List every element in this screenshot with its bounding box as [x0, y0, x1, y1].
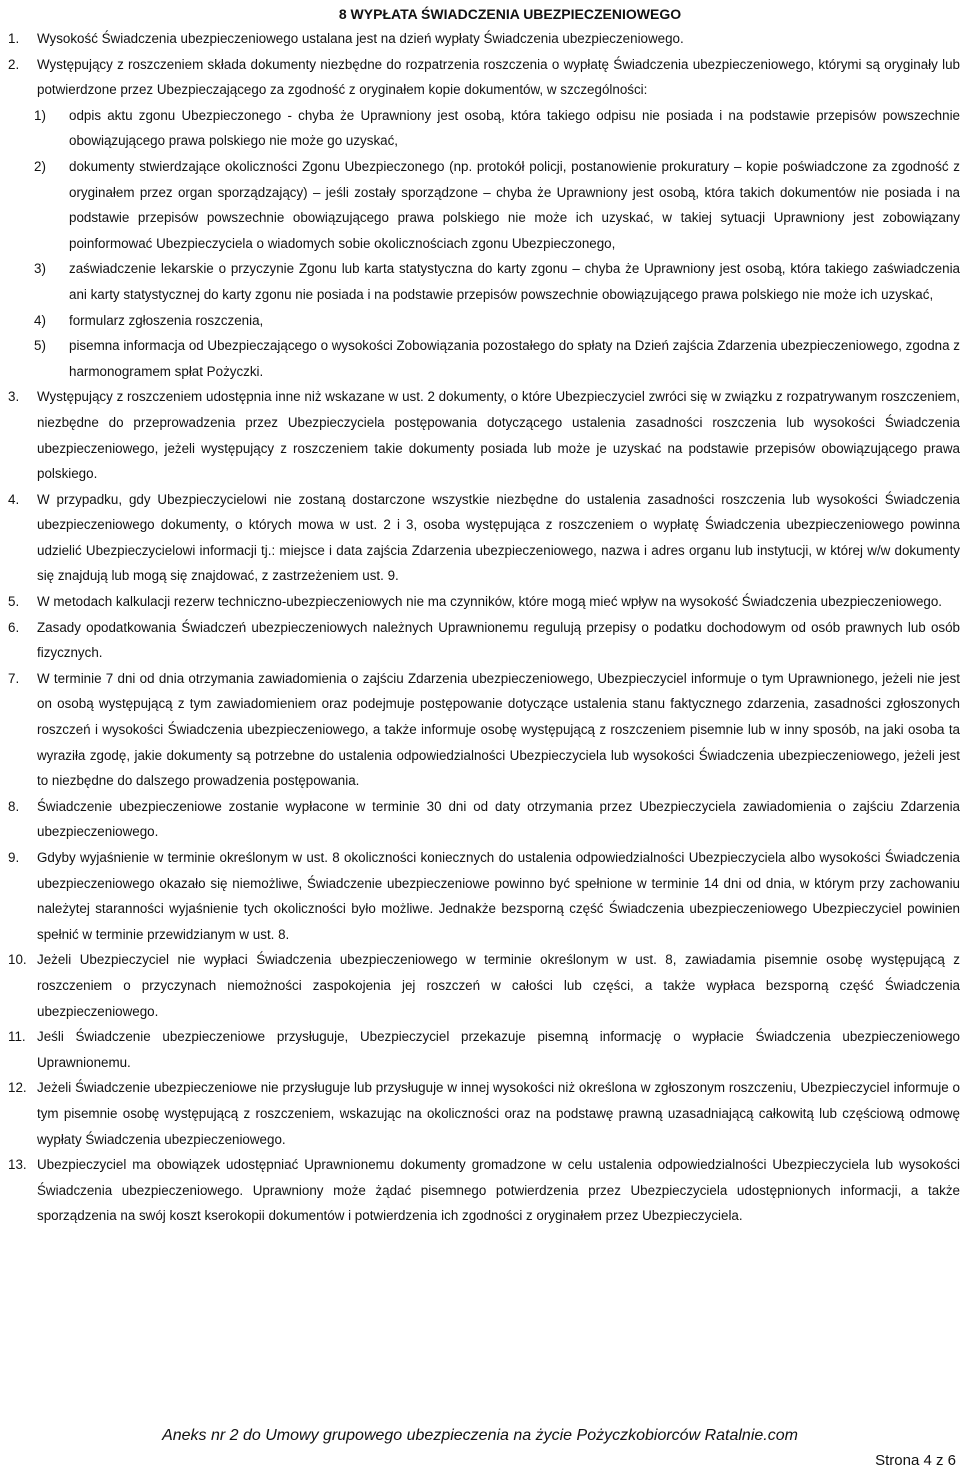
paragraph-text: W przypadku, gdy Ubezpieczycielowi nie zostaną dostarczone wszystkie niezbędne do ustalenia zasadności roszczenia lub wysokości Świadczenia ubezpieczeniowego dokumenty, o których mowa w ust. 2 i 3, osoba występująca z roszczeniem o wypłatę Świadczenia ubezpieczeniowego powinna udzielić Ubezpieczycielowi informacji tj.: miejsce i data zajścia Zdarzenia ubezpieczeniowego, nazwa i adres organu lub instytucji, w której w/w dokumenty się znajdują lub mogą się znajdować, z zastrzeżeniem ust. 9.: [37, 491, 960, 584]
list-item-number: 2): [34, 158, 46, 174]
list-item-3: [34, 256, 960, 307]
section-heading: 8 WYPŁATA ŚWIADCZENIA UBEZPIECZENIOWEGO: [338, 6, 682, 22]
paragraph-text: W metodach kalkulacji rezerw techniczno-ubezpieczeniowych nie ma czynników, które mogą mieć wpływ na wysokość Świadczenia ubezpieczeniowego.: [37, 594, 943, 610]
paragraph-13: [8, 1152, 960, 1229]
paragraph-11: [8, 1024, 960, 1075]
list-item-4: [34, 308, 960, 334]
list-item-number: 4): [34, 312, 46, 328]
paragraph-text: W terminie 7 dni od dnia otrzymania zawiadomienia o zajściu Zdarzenia ubezpieczeniowego, Ubezpieczyciel informuje o tym Uprawnionego, jeżeli nie jest on osobą występującą z tym zawiadomieniem oraz podejmuje postępowanie dotyczące ustalenia stanu faktycznego zdarzenia, zasadności zgłoszonych roszczeń i wysokości Świadczenia ubezpieczeniowego, a także informuje osobę występującą z roszczeniem pisemnie lub w inny sposób, na jaki osoba ta wyraziła zgodę, jakie dokumenty są potrzebne do ustalenia odpowiedzialności Ubezpieczyciela lub wysokości Świadczenia ubezpieczeniowego, jeżeli jest to niezbędne do dalszego prowadzenia postępowania.: [37, 670, 960, 789]
paragraph-number: 12.: [8, 1080, 27, 1096]
list-item-text: dokumenty stwierdzające okoliczności Zgonu Ubezpieczonego (np. protokół policji, postanowienie prokuratury – kopie poświadczone za zgodność z oryginałem przez organ sporządzający) – jeśli zostały sporządzone – chyba że Uprawniony jest osobą, która takich dokumentów nie posiada i na podstawie przepisów powszechnie obowiązującego prawa polskiego nie może ich uzyskać, w takiej sytuacji Uprawniony jest zobowiązany poinformować Ubezpieczyciela o wiadomych sobie okolicznościach zgonu Ubezpieczonego,: [69, 158, 960, 251]
list-item-text: zaświadczenie lekarskie o przyczynie Zgonu lub karta statystyczna do karty zgonu – chyba że Uprawniony jest osobą, która takiego zaświadczenia ani karty statystycznej do karty zgonu nie posiada i na podstawie przepisów powszechnie obowiązującego prawa polskiego nie może ich uzyskać,: [69, 261, 960, 302]
paragraph-9: [8, 845, 960, 947]
paragraph-number: 9.: [8, 850, 20, 865]
list-item-text: formularz zgłoszenia roszczenia,: [69, 312, 264, 328]
paragraph-number: 10.: [8, 952, 27, 968]
paragraph-number: 13.: [8, 1157, 27, 1173]
paragraph-number: 4.: [8, 491, 20, 507]
list-item-1: [34, 103, 960, 154]
list-item-number: 5): [34, 338, 46, 354]
document-list: [34, 103, 960, 385]
paragraph-number: 3.: [8, 389, 20, 405]
paragraph-12: [8, 1075, 960, 1152]
paragraph-text: Zasady opodatkowania Świadczeń ubezpieczeniowych należnych Uprawnionemu regulują przepisy o podatku dochodowym od osób prawnych lub osób fizycznych.: [37, 619, 960, 661]
paragraph-number: 1.: [8, 31, 20, 46]
paragraph-text: Występujący z roszczeniem udostępnia inne niż wskazane w ust. 2 dokumenty, o które Ubezpieczyciel zwróci się w związku z rozpatrywanym roszczeniem, niezbędne do przeprowadzenia przez Ubezpieczyciela postępowania dotyczącego ustalenia zasadności roszczenia lub wysokości Świadczenia ubezpieczeniowego, jeżeli występujący z roszczeniem takie dokumenty posiada lub może je uzyskać na podstawie przepisów obowiązującego prawa polskiego.: [37, 389, 960, 482]
paragraph-text: Występujący z roszczeniem składa dokumenty niezbędne do rozpatrzenia roszczenia o wypłatę Świadczenia ubezpieczeniowego, którymi są oryginały lub potwierdzone przez Ubezpieczającego za zgodność z oryginałem kopie dokumentów, w szczególności:: [37, 56, 960, 98]
list-item-text: pisemna informacja od Ubezpieczającego o wysokości Zobowiązania pozostałego do spłaty na Dzień zajścia Zdarzenia ubezpieczeniowego, zgodna z harmonogramem spłat Pożyczki.: [69, 338, 960, 379]
paragraph-number: 6.: [8, 619, 20, 635]
paragraph-text: Świadczenie ubezpieczeniowe zostanie wypłacone w terminie 30 dni od daty otrzymania przez Ubezpieczyciela zawiadomienia o zajściu Zdarzenia ubezpieczeniowego.: [37, 798, 960, 840]
paragraph-number: 7.: [8, 670, 20, 686]
paragraph-1: [8, 26, 960, 52]
paragraph-number: 2.: [8, 56, 20, 72]
paragraph-8: [8, 794, 960, 845]
paragraph-text: Jeżeli Świadczenie ubezpieczeniowe nie przysługuje lub przysługuje w innej wysokości niż określona w zgłoszonym roszczeniu, Ubezpieczyciel informuje o tym pisemnie osobę występującą z roszczeniem, wskazując na okoliczności oraz na podstawę prawną uzasadniającą całkowitą lub częściową odmowę wypłaty Świadczenia ubezpieczeniowego.: [37, 1080, 960, 1147]
paragraph-text: Wysokość Świadczenia ubezpieczeniowego ustalana jest na dzień wypłaty Świadczenia ubezpieczeniowego.: [37, 31, 684, 46]
paragraph-6: [8, 615, 960, 666]
list-item-number: 1): [34, 107, 46, 123]
list-item-5: [34, 333, 960, 384]
paragraph-text: Gdyby wyjaśnienie w terminie określonym w ust. 8 okoliczności koniecznych do ustalenia odpowiedzialności Ubezpieczyciela albo wysokości Świadczenia ubezpieczeniowego okazało się niemożliwe, Świadczenie ubezpieczeniowe powinno być spełnione w terminie 14 dni od dnia, w którym przy zachowaniu należytej staranności wyjaśnienie tych okoliczności było możliwe. Jednakże bezsporną część Świadczenia ubezpieczeniowego Ubezpieczyciel powinien spełnić w terminie przewidzianym w ust. 8.: [37, 850, 960, 942]
page-footer: Aneks nr 2 do Umowy grupowego ubezpieczenia na życie Pożyczkobiorców Ratalnie.com: [162, 1427, 798, 1444]
paragraph-number: 8.: [8, 798, 20, 814]
paragraph-3: [8, 384, 960, 486]
paragraph-number: 5.: [8, 594, 20, 610]
list-item-2: [34, 154, 960, 256]
paragraph-text: Ubezpieczyciel ma obowiązek udostępniać Uprawnionemu dokumenty gromadzone w celu ustalenia odpowiedzialności Ubezpieczyciela lub wysokości Świadczenia ubezpieczeniowego. Uprawniony może żądać pisemnego potwierdzenia przez Ubezpieczyciela udostępnionych informacji, a także sporządzenia na swój koszt kserokopii dokumentów i potwierdzenia ich zgodności z oryginałem przez Ubezpieczyciela.: [37, 1157, 960, 1224]
list-item-number: 3): [34, 261, 46, 277]
paragraph-text: Jeśli Świadczenie ubezpieczeniowe przysługuje, Ubezpieczyciel przekazuje pisemną informację o wypłacie Świadczenia ubezpieczeniowego Uprawnionemu.: [37, 1029, 960, 1070]
list-item-text: odpis aktu zgonu Ubezpieczonego - chyba że Uprawniony jest osobą, która takiego odpisu nie posiada i na podstawie przepisów powszechnie obowiązującego prawa polskiego nie może go uzyskać,: [69, 107, 960, 149]
page-number: Strona 4 z 6: [875, 1452, 956, 1469]
section-content: [8, 26, 960, 1229]
paragraph-10: [8, 947, 960, 1024]
paragraph-4: [8, 487, 960, 589]
paragraph-5: [8, 589, 960, 615]
paragraph-text: Jeżeli Ubezpieczyciel nie wypłaci Świadczenia ubezpieczeniowego w terminie określonym w ust. 8, zawiadamia pisemnie osobę występującą z roszczeniem o przyczynach niemożności zaspokojenia jej roszczeń w całości lub części, a także wypłaca bezsporną część Świadczenia ubezpieczeniowego.: [37, 952, 960, 1019]
paragraph-number: 11.: [8, 1029, 26, 1045]
paragraph-2: [8, 52, 960, 103]
paragraph-7: [8, 666, 960, 794]
